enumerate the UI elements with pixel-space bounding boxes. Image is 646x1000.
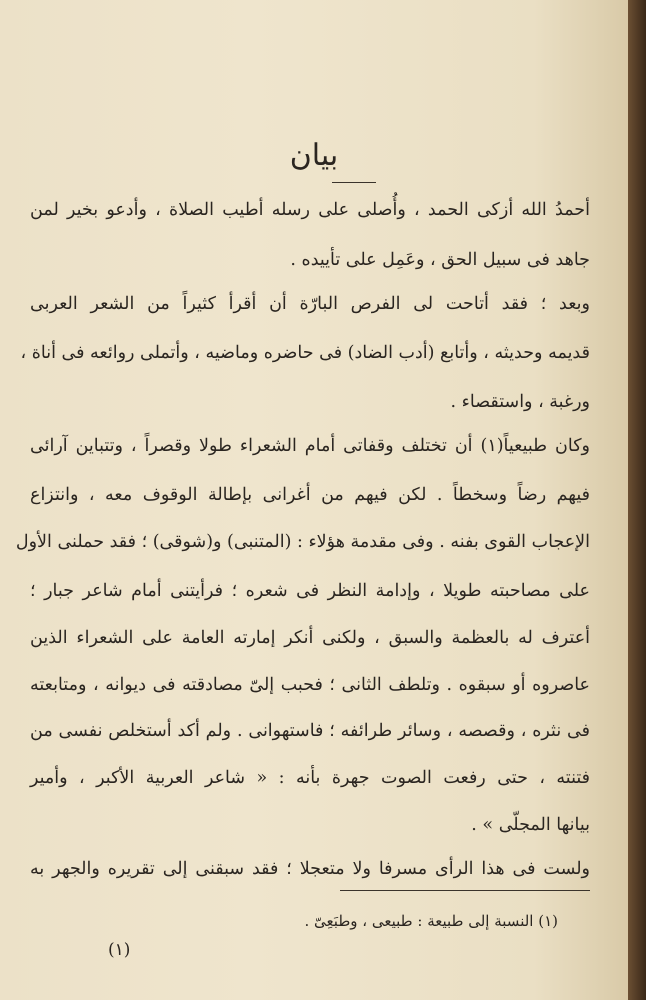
footnote: (١) النسبة إلى طبيعة : طبيعى ، وطبَعِىّ . [304,912,558,930]
text-line: ولست فى هذا الرأى مسرفا ولا متعجلا ؛ فقد سبقنى إلى تقريره والجهر به [30,859,590,879]
text-line: الإعجاب القوى بفنه . وفى مقدمة هؤلاء : (المتنبى) و(شوقى) ؛ فقد حملنى الأول [15,532,590,552]
book-spine-edge [628,0,646,1000]
text-line: أعترف له بالعظمة والسبق ، ولكنى أنكر إمارته العامة على الشعراء الذين [30,628,590,648]
footnote-rule [340,890,590,891]
page-title: بيان [289,138,339,173]
text-line: على مصاحبته طويلا ، وإدامة النظر فى شعره ؛ فرأيتنى أمام شاعر جبار ؛ [30,581,590,601]
title-underline [332,182,376,183]
text-line: عاصروه أو سبقوه . وتلطف الثانى ؛ فحبب إلىّ مصادقته فى ديوانه ، ومتابعته [30,675,590,695]
text-line: أحمدُ الله أزكى الحمد ، وأُصلى على رسله أطيب الصلاة ، وأدعو بخير لمن [30,200,590,220]
page-number: (١) [108,940,131,960]
text-line: فى نثره ، وقصصه ، وسائر طرائفه ؛ فاستهوانى . ولم أكد أستخلص نفسى من [30,721,590,741]
text-line: جاهد فى سبيل الحق ، وعَمِل على تأييده . [290,250,590,270]
text-line: وكان طبيعياً(١) أن تختلف وقفاتى أمام الشعراء طولا وقصراً ، وتتباين آرائى [30,436,590,456]
text-line: وبعد ؛ فقد أتاحت لى الفرص البارّة أن أقرأ كثيراً من الشعر العربى [30,294,590,314]
text-line: بيانها المجلّى » . [471,815,590,835]
text-line: قديمه وحديثه ، وأتابع (أدب الضاد) فى حاضره وماضيه ، وأتملى روائعه فى أناة ، [20,343,590,363]
text-line: ورغبة ، واستقصاء . [450,392,590,412]
text-line: فتنته ، حتى رفعت الصوت جهرة بأنه : « شاعر العربية الأكبر ، وأمير [30,768,590,788]
text-line: فيهم رضاً وسخطاً . لكن فيهم من أغرانى بإطالة الوقوف معه ، وانتزاع [30,485,590,505]
